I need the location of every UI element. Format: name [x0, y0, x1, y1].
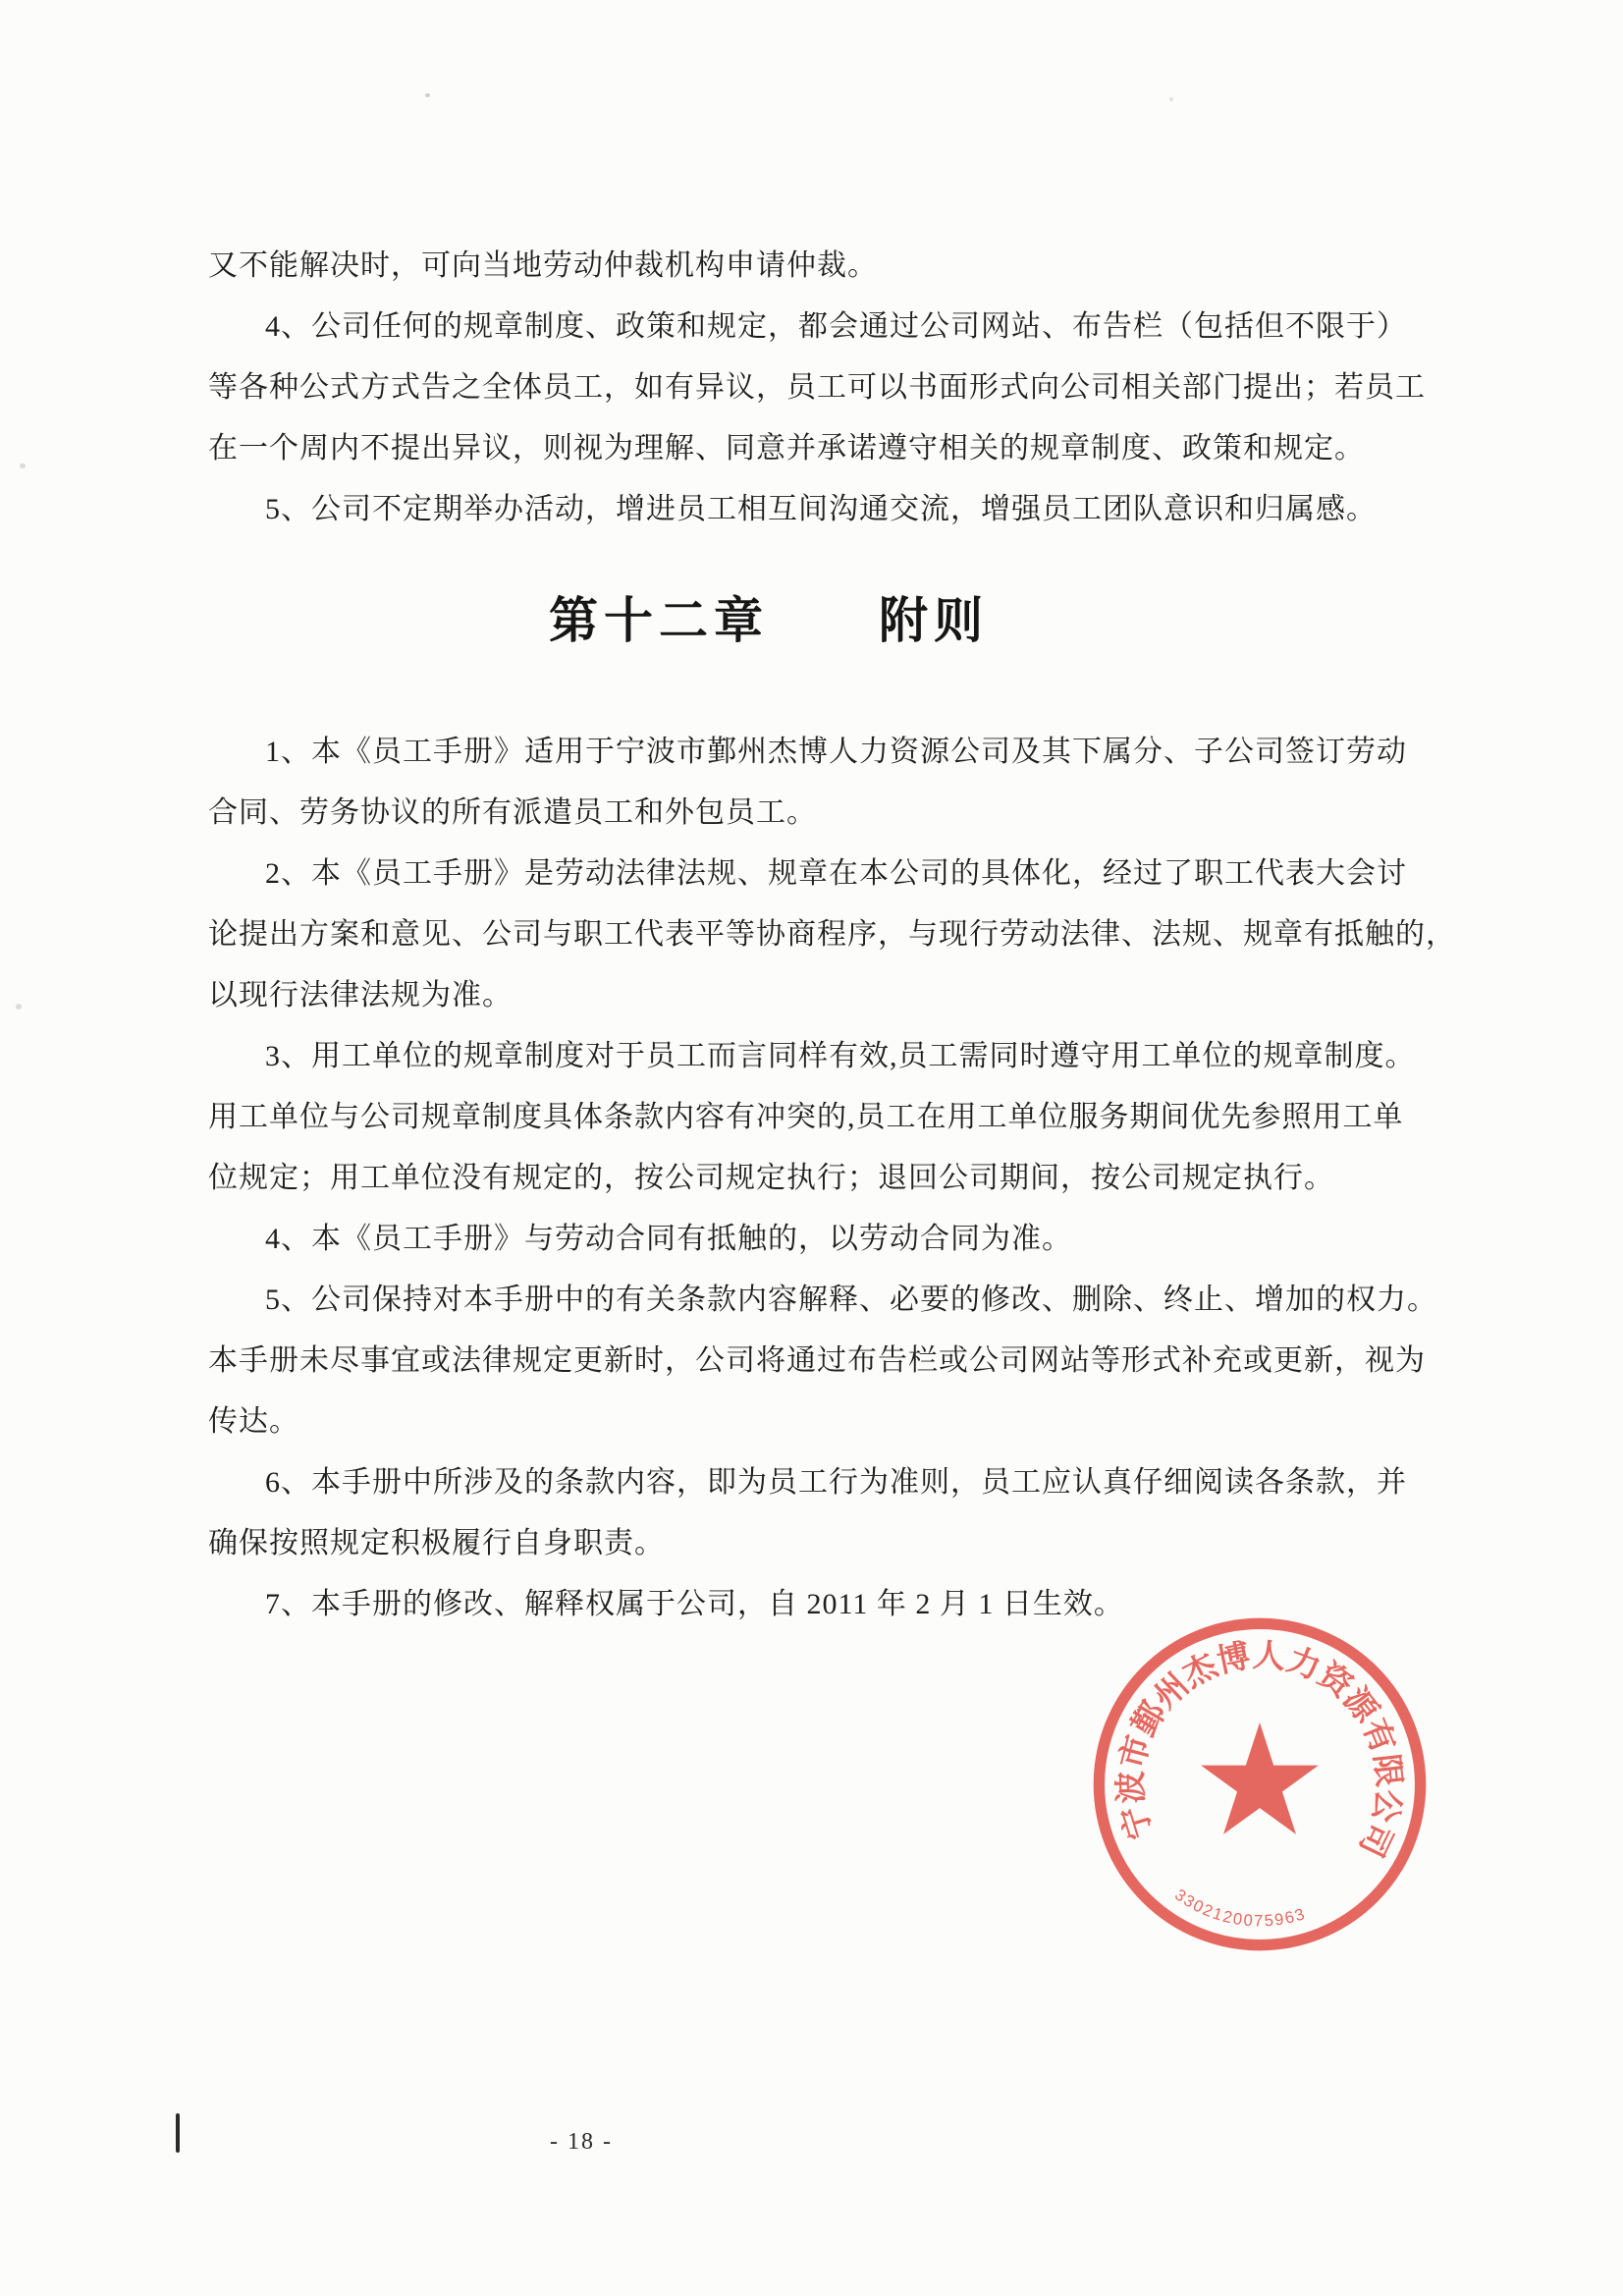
document-line: 合同、劳务协议的所有派遣员工和外包员工。 — [208, 796, 817, 829]
scan-speck — [20, 464, 26, 468]
chapter-heading: 第十二章 附则 — [549, 593, 989, 648]
margin-tick-mark — [176, 2113, 180, 2153]
document-line: 用工单位与公司规章制度具体条款内容有冲突的,员工在用工单位服务期间优先参照用工单 — [208, 1101, 1404, 1133]
scan-speck — [16, 1004, 22, 1010]
document-line: 4、本《员工手册》与劳动合同有抵触的，以劳动合同为准。 — [265, 1223, 1072, 1255]
seal-graphic — [1088, 1613, 1432, 1956]
document-line: 7、本手册的修改、解释权属于公司，自 2011 年 2 月 1 日生效。 — [265, 1588, 1124, 1620]
document-line: 5、公司保持对本手册中的有关条款内容解释、必要的修改、删除、终止、增加的权力。 — [265, 1284, 1437, 1316]
document-line: 1、本《员工手册》适用于宁波市鄞州杰博人力资源公司及其下属分、子公司签订劳动 — [265, 736, 1407, 768]
seal-number-text: 3302120075963 — [1171, 1885, 1309, 1931]
document-line: 以现行法律法规为准。 — [208, 979, 513, 1011]
document-line: 在一个周内不提出异议，则视为理解、同意并承诺遵守相关的规章制度、政策和规定。 — [208, 432, 1365, 465]
intro-paragraphs — [208, 236, 1494, 540]
document-line: 位规定；用工单位没有规定的，按公司规定执行；退回公司期间，按公司规定执行。 — [208, 1162, 1334, 1194]
document-line: 又不能解决时，可向当地劳动仲裁机构申请仲裁。 — [208, 249, 878, 282]
document-line: 5、公司不定期举办活动，增进员工相互间沟通交流，增强员工团队意识和归属感。 — [265, 493, 1377, 525]
document-line: 传达。 — [208, 1405, 299, 1438]
document-line: 3、用工单位的规章制度对于员工而言同样有效,员工需同时遵守用工单位的规章制度。 — [265, 1040, 1416, 1072]
seal-company-text: 宁波市鄞州杰博人力资源有限公司 — [1112, 1637, 1407, 1863]
document-line: 2、本《员工手册》是劳动法律法规、规章在本公司的具体化，经过了职工代表大会讨 — [265, 857, 1407, 890]
document-line: 6、本手册中所涉及的条款内容，即为员工行为准则，员工应认真仔细阅读各条款，并 — [265, 1466, 1407, 1499]
scan-speck — [1169, 97, 1173, 101]
body-paragraphs — [208, 722, 1494, 1635]
document-line: 确保按照规定积极履行自身职责。 — [208, 1527, 665, 1559]
document-line: 论提出方案和意见、公司与职工代表平等协商程序，与现行劳动法律、法规、规章有抵触的， — [208, 918, 1456, 951]
document-line: 4、公司任何的规章制度、政策和规定，都会通过公司网站、布告栏（包括但不限于） — [265, 310, 1407, 343]
document-line: 等各种公式方式告之全体员工，如有异议，员工可以书面形式向公司相关部门提出；若员工 — [208, 371, 1426, 404]
company-seal-stamp — [1088, 1613, 1432, 1956]
page-number: - 18 - — [550, 2129, 613, 2155]
scan-speck — [425, 93, 430, 97]
document-line: 本手册未尽事宜或法律规定更新时，公司将通过布告栏或公司网站等形式补充或更新，视为 — [208, 1344, 1426, 1377]
star-icon — [1201, 1722, 1319, 1834]
